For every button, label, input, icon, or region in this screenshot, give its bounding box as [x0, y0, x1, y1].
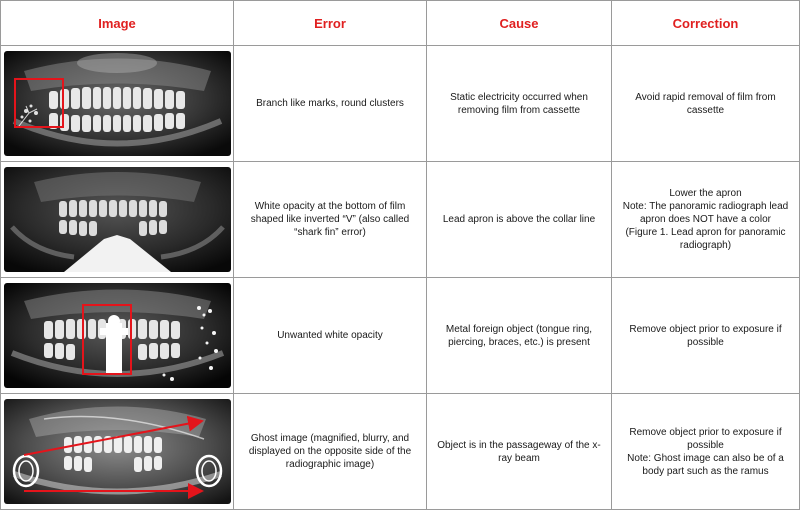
correction-cell: Remove object prior to exposure if possible Note: Ghost image can also be of a body part such as the ramus: [612, 394, 800, 510]
cause-cell: Metal foreign object (tongue ring, piercing, braces, etc.) is present: [427, 278, 612, 394]
image-cell: [1, 162, 234, 278]
correction-cell: Remove object prior to exposure if possible: [612, 278, 800, 394]
error-cell: White opacity at the bottom of film shaped like inverted “V” (also called “shark fin” error): [234, 162, 427, 278]
cause-cell: Object is in the passageway of the x- ray beam: [427, 394, 612, 510]
table-row: [1, 162, 800, 278]
header-cause: Cause: [427, 1, 612, 46]
cause-cell: Lead apron is above the collar line: [427, 162, 612, 278]
error-cell: Unwanted white opacity: [234, 278, 427, 394]
image-cell: [1, 394, 234, 510]
table-row: [1, 46, 800, 162]
static-marks-highlight: [14, 78, 64, 128]
static-electricity-radiograph: [4, 51, 231, 156]
ghost-arrows-overlay: [4, 399, 231, 504]
header-error: Error: [234, 1, 427, 46]
shark-fin-radiograph: [4, 167, 231, 272]
table-row: [1, 278, 800, 394]
table-row: [1, 394, 800, 510]
metal-object-highlight: [82, 304, 132, 375]
correction-cell: Avoid rapid removal of film from cassette: [612, 46, 800, 162]
error-cell: Branch like marks, round clusters: [234, 46, 427, 162]
error-cell: Ghost image (magnified, blurry, and displayed on the opposite side of the radiographic image): [234, 394, 427, 510]
cause-cell: Static electricity occurred when removing film from cassette: [427, 46, 612, 162]
image-cell: [1, 46, 234, 162]
ghost-image-radiograph: [4, 399, 231, 504]
header-row: [1, 1, 800, 46]
image-cell: [1, 278, 234, 394]
correction-cell: Lower the apron Note: The panoramic radiograph lead apron does NOT have a color (Figure 1. Lead apron for panoramic radiograph): [612, 162, 800, 278]
metal-object-radiograph: [4, 283, 231, 388]
header-correction: Correction: [612, 1, 800, 46]
header-image: Image: [1, 1, 234, 46]
